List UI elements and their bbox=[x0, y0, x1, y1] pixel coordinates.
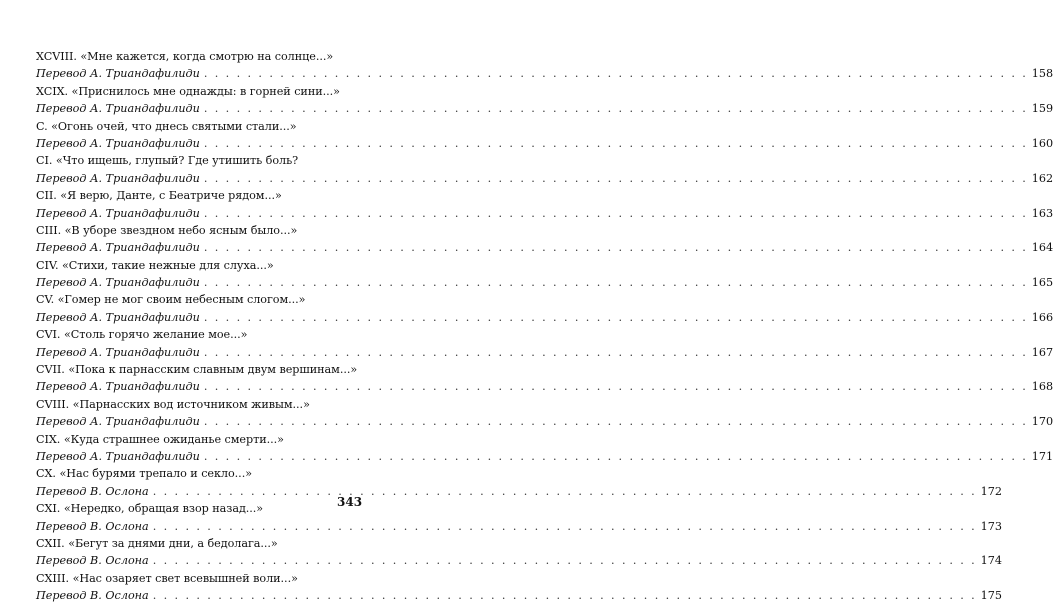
translator-name: Перевод А. Триандафилиди bbox=[36, 171, 200, 185]
dot-leader bbox=[200, 205, 1032, 222]
page-number: 170 bbox=[1031, 415, 1053, 429]
translator-line bbox=[36, 309, 1053, 326]
poem-first-line: «Парнасских вод источником живым...» bbox=[72, 397, 310, 411]
toc-entry bbox=[36, 535, 1002, 570]
page-number: 174 bbox=[980, 554, 1002, 568]
toc-entry bbox=[36, 48, 1053, 83]
dot-leader bbox=[200, 135, 1032, 152]
poem-title-line bbox=[36, 326, 322, 343]
poem-title-line bbox=[36, 118, 322, 135]
dot-leader bbox=[200, 413, 1032, 430]
poem-first-line: «Стихи, такие нежные для слуха...» bbox=[61, 258, 274, 272]
dot-leader bbox=[200, 274, 1032, 291]
toc-entry bbox=[36, 222, 1053, 257]
toc-entry bbox=[36, 361, 1053, 396]
poem-title-line bbox=[36, 361, 358, 378]
roman-numeral: CVIII. bbox=[36, 397, 70, 411]
dot-leader bbox=[149, 483, 981, 500]
dot-leader bbox=[200, 239, 1032, 256]
dot-leader bbox=[200, 65, 1032, 82]
translator-line bbox=[36, 65, 1053, 82]
page-number: 172 bbox=[980, 484, 1002, 498]
poem-first-line: «Я верю, Данте, с Беатриче рядом...» bbox=[60, 189, 282, 203]
translator-name: Перевод А. Триандафилиди bbox=[36, 380, 200, 394]
roman-numeral: CVII. bbox=[36, 363, 65, 377]
poem-first-line: «Что ищешь, глупый? Где утишить боль? bbox=[55, 154, 299, 168]
translator-name: Перевод А. Триандафилиди bbox=[36, 415, 200, 429]
poem-first-line: «Мне кажется, когда смотрю на солнце...» bbox=[80, 50, 334, 63]
roman-numeral: CIX. bbox=[36, 432, 61, 446]
translator-name: Перевод В. Ослона bbox=[36, 554, 149, 568]
poem-first-line: «Нас озаряет свет всевышней воли...» bbox=[72, 571, 298, 585]
toc-entry bbox=[36, 83, 1053, 118]
roman-numeral: CIV. bbox=[36, 258, 59, 272]
roman-numeral: C. bbox=[36, 119, 48, 133]
page-number: 159 bbox=[1031, 102, 1053, 116]
toc-entry bbox=[36, 396, 1053, 431]
poem-title-line bbox=[36, 83, 340, 100]
page-number: 171 bbox=[1031, 449, 1053, 463]
poem-title-line bbox=[36, 500, 322, 517]
poem-first-line: «Гомер не мог своим небесным слогом...» bbox=[57, 293, 306, 307]
page-number: 167 bbox=[1031, 345, 1053, 359]
roman-numeral: CXI. bbox=[36, 502, 61, 516]
poem-first-line: «Куда страшнее ожиданье смерти...» bbox=[63, 432, 284, 446]
roman-numeral: CIII. bbox=[36, 223, 62, 237]
poem-first-line: «Столь горячо желание мое...» bbox=[63, 328, 248, 342]
poem-first-line: «Нас бурями трепало и секло...» bbox=[59, 467, 252, 481]
roman-numeral: CII. bbox=[36, 189, 57, 203]
poem-title-line bbox=[36, 465, 322, 482]
translator-name: Перевод А. Триандафилиди bbox=[36, 136, 200, 150]
poem-first-line: «Приснилось мне однажды: в горней сини...» bbox=[71, 84, 340, 98]
poem-first-line: «Нередко, обращая взор назад...» bbox=[63, 502, 264, 516]
translator-name: Перевод А. Триандафилиди bbox=[36, 310, 200, 324]
dot-leader bbox=[149, 552, 981, 569]
translator-name: Перевод В. Ослона bbox=[36, 589, 149, 603]
translator-name: Перевод А. Триандафилиди bbox=[36, 449, 200, 463]
toc-entry bbox=[36, 187, 1053, 222]
roman-numeral: XCIX. bbox=[36, 84, 69, 98]
translator-name: Перевод В. Ослона bbox=[36, 484, 149, 498]
page-number: 158 bbox=[1031, 67, 1053, 81]
poem-first-line: «Пока к парнасским славным двум вершинам...» bbox=[68, 363, 358, 377]
toc-entry bbox=[36, 152, 1053, 187]
translator-line bbox=[36, 274, 1053, 291]
roman-numeral: CX. bbox=[36, 467, 56, 481]
page-number: 160 bbox=[1031, 136, 1053, 150]
translator-line bbox=[36, 205, 1053, 222]
translator-name: Перевод А. Триандафилиди bbox=[36, 241, 200, 255]
page-number: 166 bbox=[1031, 310, 1053, 324]
toc-entry bbox=[36, 118, 1053, 153]
roman-numeral: CXII. bbox=[36, 536, 65, 550]
toc-entry bbox=[36, 326, 1053, 361]
translator-name: Перевод А. Триандафилиди bbox=[36, 276, 200, 290]
poem-title-line bbox=[36, 431, 322, 448]
translator-line bbox=[36, 552, 1002, 569]
page-number: 162 bbox=[1031, 171, 1053, 185]
translator-line bbox=[36, 170, 1053, 187]
roman-numeral: CI. bbox=[36, 154, 53, 168]
poem-title-line bbox=[36, 222, 322, 239]
dot-leader bbox=[149, 518, 981, 535]
translator-name: Перевод А. Триандафилиди bbox=[36, 67, 200, 81]
roman-numeral: CV. bbox=[36, 293, 55, 307]
toc-entry bbox=[36, 291, 1053, 326]
roman-numeral: XCVIII. bbox=[36, 50, 77, 63]
translator-line bbox=[36, 587, 1002, 604]
translator-line bbox=[36, 135, 1053, 152]
translator-line bbox=[36, 239, 1053, 256]
dot-leader bbox=[149, 587, 981, 604]
poem-title-line bbox=[36, 535, 322, 552]
page-number: 168 bbox=[1031, 380, 1053, 394]
roman-numeral: CXIII. bbox=[36, 571, 70, 585]
poem-title-line bbox=[36, 48, 334, 65]
translator-name: Перевод В. Ослона bbox=[36, 519, 149, 533]
dot-leader bbox=[200, 100, 1032, 117]
dot-leader bbox=[200, 344, 1032, 361]
roman-numeral: CVI. bbox=[36, 328, 61, 342]
poem-first-line: «В уборе звездном небо ясным было...» bbox=[64, 223, 298, 237]
dot-leader bbox=[200, 448, 1032, 465]
dot-leader bbox=[200, 378, 1032, 395]
toc-entry bbox=[36, 257, 1053, 292]
translator-name: Перевод А. Триандафилиди bbox=[36, 206, 200, 220]
poem-title-line bbox=[36, 396, 322, 413]
poem-title-line bbox=[36, 570, 322, 587]
translator-name: Перевод А. Триандафилиди bbox=[36, 102, 200, 116]
folio-page-number: 343 bbox=[337, 495, 363, 509]
toc-entry bbox=[36, 570, 1002, 605]
page-number: 173 bbox=[980, 519, 1002, 533]
toc-entry bbox=[36, 431, 1053, 466]
translator-line bbox=[36, 448, 1053, 465]
translator-line bbox=[36, 100, 1053, 117]
dot-leader bbox=[200, 309, 1032, 326]
translator-line bbox=[36, 413, 1053, 430]
poem-title-line bbox=[36, 152, 322, 169]
poem-title-line bbox=[36, 257, 322, 274]
page-number: 163 bbox=[1031, 206, 1053, 220]
page-number: 175 bbox=[980, 589, 1002, 603]
translator-line bbox=[36, 483, 1002, 500]
dot-leader bbox=[200, 170, 1032, 187]
poem-title-line bbox=[36, 187, 322, 204]
poem-first-line: «Огонь очей, что днесь святыми стали...» bbox=[51, 119, 297, 133]
translator-line bbox=[36, 518, 1002, 535]
poem-first-line: «Бегут за днями дни, а бедолага...» bbox=[68, 536, 278, 550]
translator-line bbox=[36, 344, 1053, 361]
translator-name: Перевод А. Триандафилиди bbox=[36, 345, 200, 359]
poem-title-line bbox=[36, 291, 322, 308]
translator-line bbox=[36, 378, 1053, 395]
page-number: 165 bbox=[1031, 276, 1053, 290]
page-number: 164 bbox=[1031, 241, 1053, 255]
toc-entry bbox=[36, 465, 1002, 500]
